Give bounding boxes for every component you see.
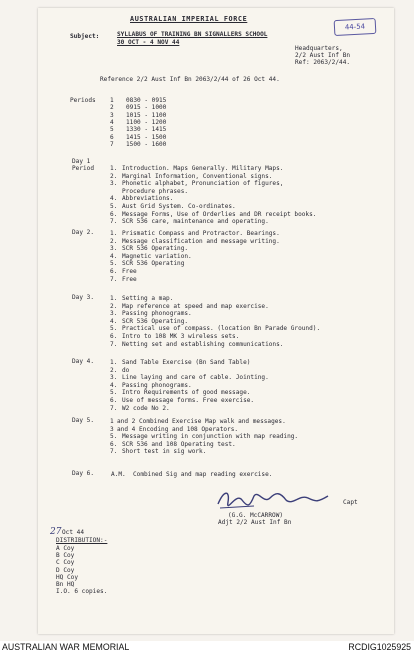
schedule-item-text: Free xyxy=(122,268,137,275)
date-day-handwritten: 27 xyxy=(50,527,62,537)
schedule-item-text: Setting a map. xyxy=(122,295,174,302)
subject-label: Subject: xyxy=(70,33,100,40)
schedule-item-text: Marginal Information, Conventional signs. xyxy=(122,172,273,180)
period-number: 5 xyxy=(110,126,114,134)
schedule-item-number: 3. xyxy=(110,374,118,382)
schedule-item-number: 7. xyxy=(110,340,118,348)
period-time: 0830 - 0915 xyxy=(126,97,167,104)
schedule-item-text: Message classification and message writing. xyxy=(122,237,280,245)
schedule-item-number: 1. xyxy=(110,165,118,172)
schedule-item-number: 5. xyxy=(110,389,118,397)
day-period-label: Period xyxy=(72,165,95,172)
schedule-item-text: Passing phonograms. xyxy=(122,381,192,389)
schedule-item-text: W2 code No 2. xyxy=(122,404,170,412)
archive-name: AUSTRALIAN WAR MEMORIAL xyxy=(2,642,130,652)
schedule-item-text: Procedure phrases. xyxy=(122,187,189,195)
schedule-item-number: 2. xyxy=(110,172,118,180)
schedule-item-text: Introduction. Maps Generally. Military Maps. xyxy=(122,165,284,172)
schedule-item-text: Short test in sig work. xyxy=(122,448,207,456)
schedule-item-number: 7. xyxy=(110,218,118,226)
period-time: 1330 - 1415 xyxy=(126,126,167,134)
schedule-item-text: SCR 536 Operating xyxy=(122,260,185,268)
schedule-item-text: Intro Requirements of good message. xyxy=(122,389,251,397)
schedule-item-text: Map reference at speed and map exercise. xyxy=(122,302,269,310)
schedule-item-number: 3. xyxy=(110,310,118,318)
schedule-item-text: Magnetic variation. xyxy=(122,252,192,260)
schedule-item-number: 3 xyxy=(110,425,114,433)
schedule-item-text: Message Forms, Use of Orderlies and DR receipt books. xyxy=(122,210,317,218)
day-label: Day 4. xyxy=(72,358,95,365)
schedule-item-number: 2. xyxy=(110,366,118,374)
period-time: 1100 - 1200 xyxy=(126,118,167,126)
schedule-item-number: 7. xyxy=(110,275,118,283)
schedule-item-number: 2. xyxy=(110,302,118,310)
schedule-item-text: Line laying and care of cable. Jointing. xyxy=(122,374,269,382)
schedule-item-text: Abbreviations. xyxy=(122,195,174,203)
day-label: Day 2. xyxy=(72,229,95,236)
day-label: Day 3. xyxy=(72,294,95,301)
archive-footer xyxy=(0,641,414,654)
schedule-item-number: 3. xyxy=(110,180,118,188)
schedule-item-number: 6. xyxy=(110,440,118,448)
schedule-item-text: Aust Grid System. Co-ordinates. xyxy=(122,203,236,210)
day-label: Day 5. xyxy=(72,417,95,424)
schedule-item-number: 1. xyxy=(110,230,118,237)
distribution-item: I.O. 6 copies. xyxy=(56,588,108,596)
schedule-item-text: SCR 536 and 108 Operating test. xyxy=(122,440,236,448)
schedule-item-number: A.M. xyxy=(111,471,126,478)
signature-rank: Capt xyxy=(343,499,358,506)
period-time: 1415 - 1500 xyxy=(126,133,167,141)
distribution-label: DISTRIBUTION:- xyxy=(56,537,108,544)
schedule-item-text: and 2 Combined Exercise Map walk and messages. xyxy=(117,418,286,425)
period-number: 1 xyxy=(110,97,114,104)
schedule-item-text: do xyxy=(122,366,130,374)
day-label: Day 6. xyxy=(72,470,95,477)
schedule-item-text: Free xyxy=(122,275,137,283)
archive-id: RCDIG1025925 xyxy=(348,642,411,652)
day-label: Day 1 xyxy=(72,158,91,165)
hq-line-2: 2/2 Aust Inf Bn xyxy=(295,52,351,59)
schedule-item-text: Prismatic Compass and Protractor. Bearings. xyxy=(122,230,280,237)
period-number: 2 xyxy=(110,104,114,112)
distribution-item: C Coy xyxy=(56,559,75,567)
registry-stamp: 44-54 xyxy=(334,18,377,36)
schedule-item-number: 1 xyxy=(110,418,114,425)
period-number: 4 xyxy=(110,118,114,126)
subject-line-1: SYLLABUS OF TRAINING BN SIGNALLERS SCHOOL xyxy=(117,31,268,38)
period-time: 1015 - 1100 xyxy=(126,111,167,119)
period-time: 1500 - 1600 xyxy=(126,140,167,148)
schedule-item-number: 2. xyxy=(110,237,118,245)
schedule-item-text: Phonetic alphabet, Pronunciation of figures, xyxy=(122,180,284,188)
schedule-item-number: 6. xyxy=(110,397,118,404)
schedule-item-text: Use of message forms. Free exercise. xyxy=(122,397,255,404)
schedule-item-text: Sand Table Exercise (Bn Sand Table) xyxy=(122,359,251,366)
schedule-item-text: SCR 536 Operating. xyxy=(122,245,189,253)
signature-title: Adjt 2/2 Aust Inf Bn xyxy=(218,519,292,526)
schedule-item-number: 4. xyxy=(110,195,118,203)
reference-line: Reference 2/2 Aust Inf Bn 2063/2/44 of 26 Oct 44. xyxy=(100,76,280,83)
schedule-item-number: 1. xyxy=(110,359,118,366)
distribution-item: B Coy xyxy=(56,552,75,560)
schedule-item-number: 4. xyxy=(110,252,118,260)
schedule-item-text: Message writing in conjunction with map reading. xyxy=(122,433,299,441)
schedule-item-text: Netting set and establishing communications. xyxy=(122,340,284,348)
schedule-item-text: Combined Sig and map reading exercise. xyxy=(133,471,273,478)
signature-name: (G.G. McCARROW) xyxy=(228,512,284,519)
schedule-item-number: 6. xyxy=(110,333,118,340)
period-number: 3 xyxy=(110,111,114,119)
hq-line-1: Headquarters, xyxy=(295,45,343,52)
period-number: 6 xyxy=(110,133,114,141)
distribution-item: Bn HQ xyxy=(56,581,75,588)
schedule-item-number: 5. xyxy=(110,203,118,210)
schedule-item-number: 4. xyxy=(110,317,118,325)
schedule-item-number: 3. xyxy=(110,245,118,253)
date-line: Oct 44 xyxy=(62,529,85,536)
schedule-item-number: 5. xyxy=(110,260,118,268)
document-page xyxy=(38,8,394,634)
schedule-item-number: 6. xyxy=(110,210,118,218)
distribution-item: A Coy xyxy=(56,545,75,552)
schedule-item-text: Intro to 108 MK 3 wireless sets. xyxy=(122,333,240,340)
hq-reference: Ref: 2063/2/44. xyxy=(295,59,351,66)
schedule-item-number: 5. xyxy=(110,325,118,333)
schedule-item-number: 4. xyxy=(110,381,118,389)
schedule-item-number: 7. xyxy=(110,404,118,412)
distribution-item: HQ Coy xyxy=(56,573,79,581)
subject-line-2: 30 OCT - 4 NOV 44 xyxy=(117,39,180,46)
period-number: 7 xyxy=(110,140,114,148)
schedule-item-number: 7. xyxy=(110,448,118,456)
schedule-item-text: and 4 Encoding and 108 Operators. xyxy=(117,425,239,433)
schedule-item-text: Practical use of compass. (location Bn Parade Ground). xyxy=(122,325,321,333)
schedule-item-number: 6. xyxy=(110,268,118,275)
periods-label: Periods xyxy=(70,97,96,104)
period-time: 0915 - 1000 xyxy=(126,104,167,112)
schedule-item-text: SCR 536 Operating. xyxy=(122,317,189,325)
schedule-item-text: Passing phonograms. xyxy=(122,310,192,318)
schedule-item-text: SCR 536 care, maintenance and operating. xyxy=(122,218,269,226)
schedule-item-number: 1. xyxy=(110,295,118,302)
distribution-item: D Coy xyxy=(56,566,75,574)
signature-scrawl xyxy=(214,486,334,512)
document-title: AUSTRALIAN IMPERIAL FORCE xyxy=(130,15,248,23)
schedule-item-number: 5. xyxy=(110,433,118,441)
